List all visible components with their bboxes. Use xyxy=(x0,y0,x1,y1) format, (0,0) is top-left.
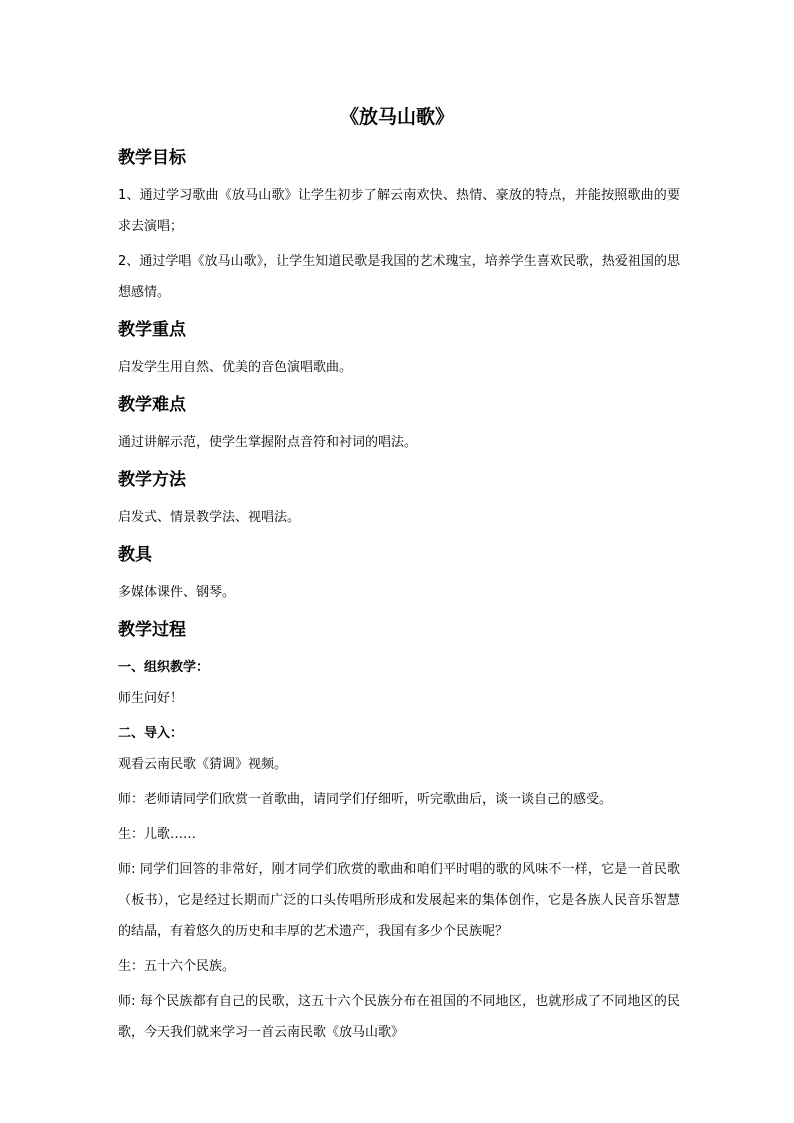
document-body xyxy=(118,146,680,1052)
difficulties-text: 通过讲解示范，使学生掌握附点音符和衬词的唱法。 xyxy=(118,435,418,450)
objective-item-2: 2、通过学唱《放马山歌》，让学生知道民歌是我国的艺术瑰宝，培养学生喜欢民歌，热爱祖国的思想感情。 xyxy=(118,254,680,300)
document-title: 《放马山歌》 xyxy=(339,106,454,128)
heading-difficulties: 教学难点 xyxy=(118,395,186,415)
heading-key-points: 教学重点 xyxy=(118,320,186,340)
heading-methods: 教学方法 xyxy=(118,470,186,490)
key-points-text: 启发学生用自然、优美的音色演唱歌曲。 xyxy=(118,360,353,375)
process-step-1-title: 一、组织教学： xyxy=(118,660,210,675)
objective-item-1: 1、通过学习歌曲《放马山歌》让学生初步了解云南欢快、热情、豪放的特点，并能按照歌曲的要求去演唱； xyxy=(118,188,680,234)
process-step-2-line-4: 师: 同学们回答的非常好，刚才同学们欣赏的歌曲和咱们平时唱的歌的风味不一样，它是一首民歌（板书），它是经过长期而广泛的口头传唱所形成和发展起来的集体创作，它是各族人民音乐智慧的结晶，有着悠久的历史和丰厚的艺术遗产，我国有多少个民族呢？ xyxy=(118,862,680,939)
process-step-2-title: 二、导入： xyxy=(118,726,184,741)
process-step-2-line-1: 观看云南民歌《猜调》视频。 xyxy=(118,757,288,772)
process-step-2-line-5: 生：五十六个民族。 xyxy=(118,959,236,974)
heading-objectives: 教学目标 xyxy=(118,148,186,168)
process-step-1-line: 师生问好！ xyxy=(118,691,184,706)
methods-text: 启发式、情景教学法、视唱法。 xyxy=(118,510,301,525)
process-step-2-line-3: 生：儿歌…… xyxy=(118,827,197,842)
tools-text: 多媒体课件、钢琴。 xyxy=(118,585,236,600)
heading-process: 教学过程 xyxy=(118,620,186,640)
process-step-2-line-6: 师: 每个民族都有自己的民歌，这五十六个民族分布在祖国的不同地区，也就形成了不同地区的民歌，今天我们就来学习一首云南民歌《放马山歌》 xyxy=(118,994,680,1040)
process-step-2-line-2: 师：老师请同学们欣赏一首歌曲，请同学们仔细听，听完歌曲后，谈一谈自己的感受。 xyxy=(118,792,613,807)
heading-tools: 教具 xyxy=(118,545,152,565)
